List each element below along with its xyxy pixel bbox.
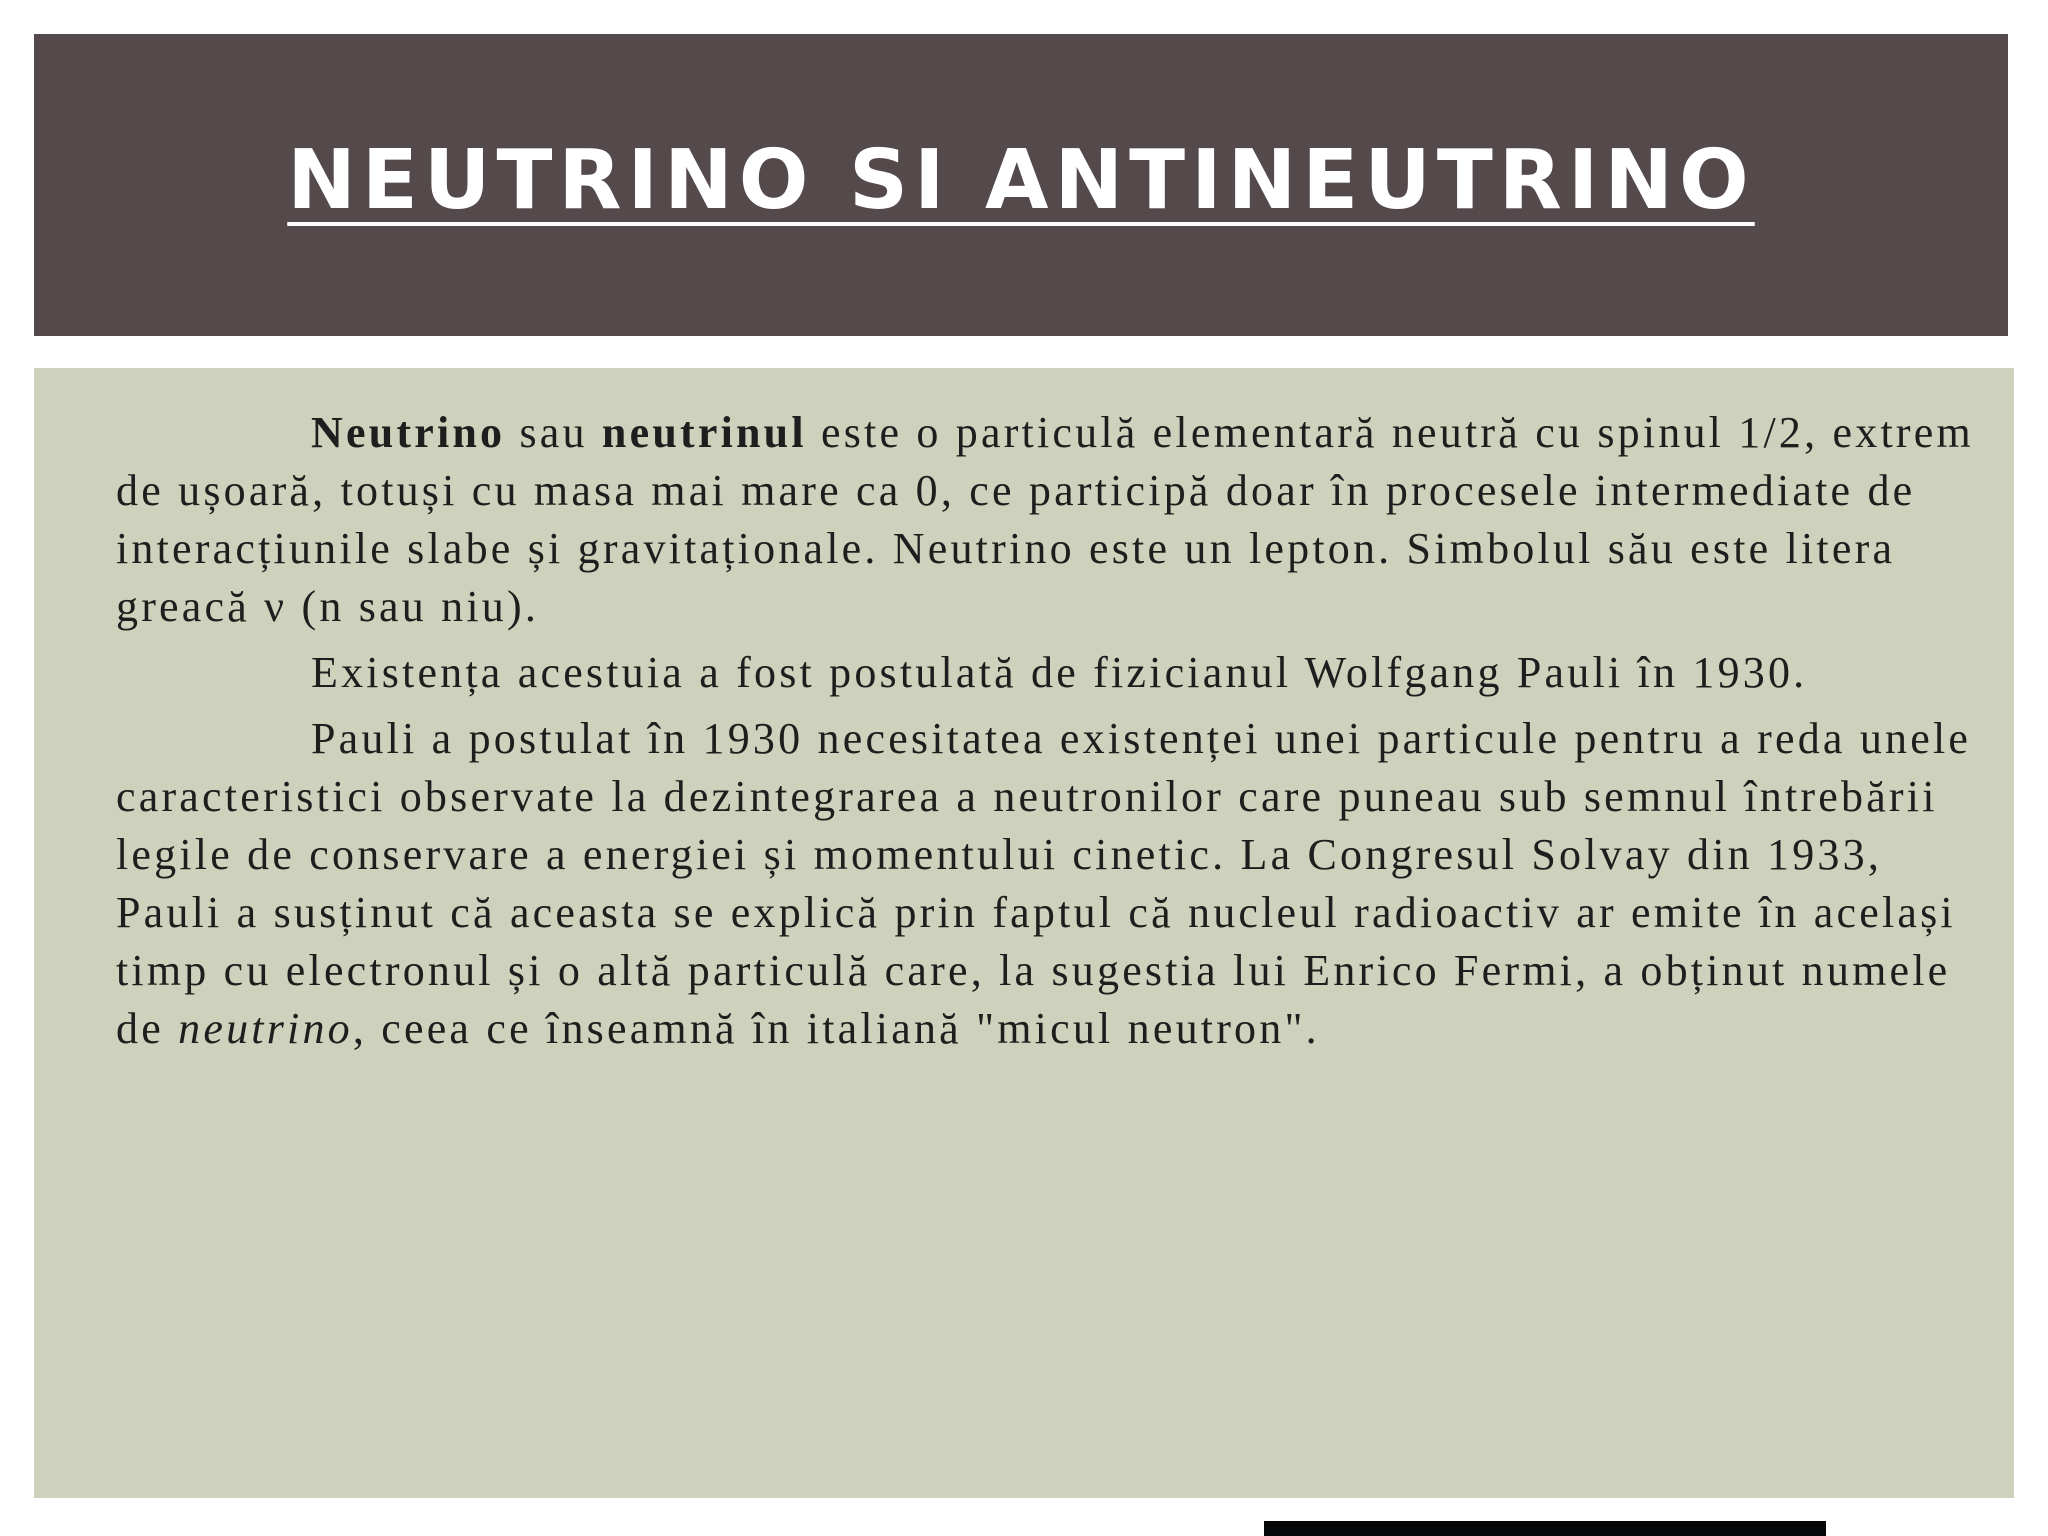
paragraph-history	[116, 710, 1996, 1058]
term-neutrino-italic: neutrino	[178, 1004, 353, 1053]
paragraph-definition	[116, 404, 1996, 636]
paragraph-definition-text-a: sau	[505, 408, 602, 457]
title-bar	[34, 34, 2008, 336]
term-neutrino: Neutrino	[311, 408, 506, 457]
term-neutrinul: neutrinul	[601, 408, 807, 457]
paragraph-definition-text-b: este o particulă elementară neutră cu spinul 1/2, extrem de ușoară, totuși cu masa mai mare ca 0, ce participă doar în procesele intermediate de interacțiunile slabe și gravitaționale. Neutrino este un lepton. Simbolul său este litera greacă ν (n sau niu).	[116, 408, 1974, 631]
slide-title-text: NEUTRINO SI ANTINEUTRINO	[287, 133, 1755, 228]
content-panel	[34, 368, 2014, 1498]
body-text	[116, 404, 1996, 1066]
paragraph-postulate: Existența acestuia a fost postulată de fizicianul Wolfgang Pauli în 1930.	[311, 648, 1808, 697]
slide-title	[34, 126, 2008, 236]
paragraph-history-text-b: , ceea ce înseamnă în italiană "micul neutron".	[352, 1004, 1320, 1053]
neutrino-detector-image	[1264, 1521, 1826, 1536]
paragraph-history-text-a: Pauli a postulat în 1930 necesitatea existenței unei particule pentru a reda unele caracteristici observate la dezintegrarea a neutronilor care puneau sub semnul întrebării legile de conservare a energiei și momentului cinetic. La Congresul Solvay din 1933, Pauli a susținut că aceasta se explică prin faptul că nucleul radioactiv ar emite în același timp cu electronul și o altă particulă care, la sugestia lui Enrico Fermi, a obținut numele de	[116, 714, 1972, 1053]
